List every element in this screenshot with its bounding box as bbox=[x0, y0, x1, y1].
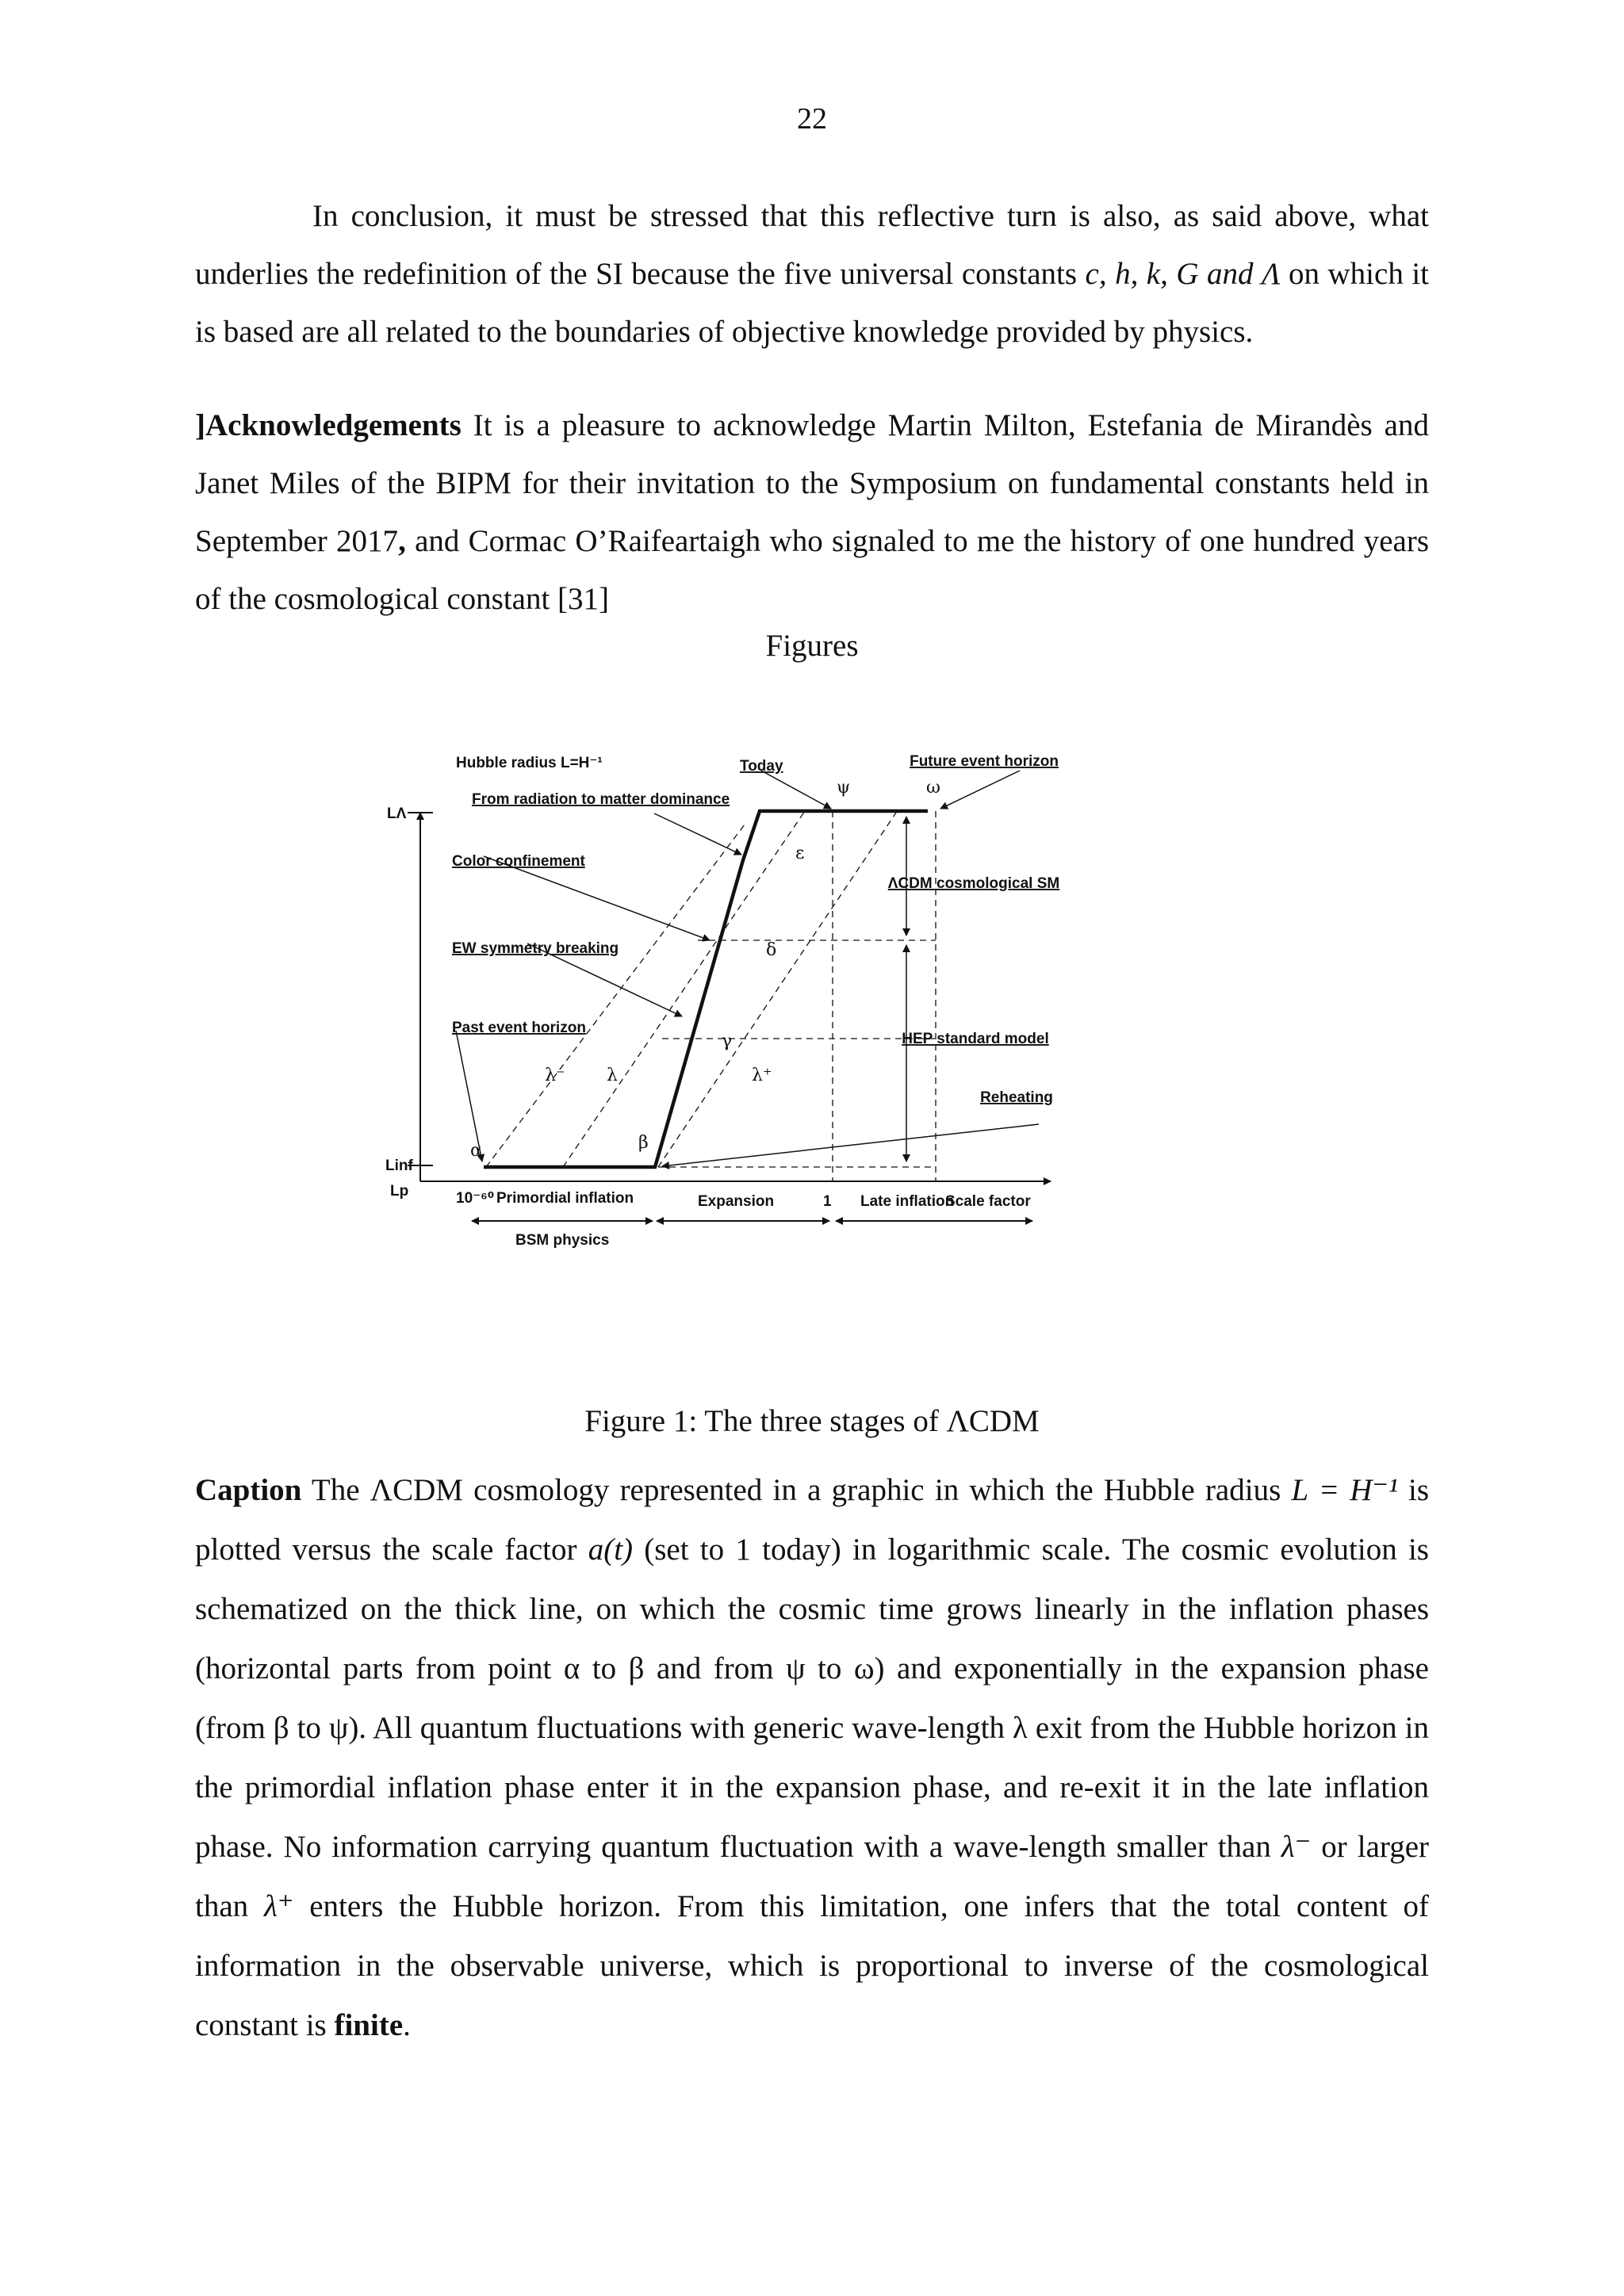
caption-finite: finite bbox=[334, 2008, 404, 2042]
label-epsilon: ε bbox=[795, 844, 805, 863]
acknowledgements-text-b: and Cormac O’Raifeartaigh who signaled to me the history of one hundred years of the cosmological constant [31] bbox=[195, 524, 1429, 616]
conclusion-text-b: on which it is based are all related to the boundaries of objective knowledge provided by physics. bbox=[195, 257, 1429, 349]
label-lambda-minus: λ⁻ bbox=[545, 1066, 565, 1085]
caption-lambda-plus: λ⁺ bbox=[263, 1889, 294, 1923]
figure-caption-title: Figure 1: The three stages of ΛCDM bbox=[584, 1404, 1040, 1438]
caption-label: Caption bbox=[195, 1473, 302, 1507]
arrow-radiation-matter bbox=[654, 813, 741, 855]
label-one: 1 bbox=[823, 1193, 832, 1210]
label-lambda: λ bbox=[607, 1066, 618, 1085]
label-l-lambda: LΛ bbox=[387, 806, 407, 822]
label-l-inf: Linf bbox=[385, 1158, 413, 1174]
label-ew-breaking: EW symmetry breaking bbox=[452, 940, 619, 957]
label-past-horizon: Past event horizon bbox=[452, 1020, 586, 1036]
label-psi: ψ bbox=[837, 778, 851, 798]
acknowledgements-heading: ]Acknowledgements bbox=[195, 408, 462, 442]
lcdm-diagram-svg bbox=[349, 737, 1261, 1292]
caption-text-f: . bbox=[403, 2008, 411, 2042]
caption-text-e: enters the Hubble horizon. From this limitation, one infers that the total content of information in the observable universe, which is proportional to inverse of the cosmological constant is bbox=[195, 1889, 1429, 2042]
label-radiation-matter: From radiation to matter dominance bbox=[472, 791, 730, 808]
formula-hubble-radius: L = H⁻¹ bbox=[1291, 1473, 1398, 1507]
label-alpha: α bbox=[470, 1141, 482, 1161]
label-expansion: Expansion bbox=[698, 1193, 775, 1210]
label-reheating: Reheating bbox=[980, 1089, 1053, 1106]
caption-text-c: (set to 1 today) in logarithmic scale. The cosmic evolution is schematized on the thick line, on which the cosmic time grows linearly in the inflation phases (horizontal parts from point α to β and from ψ to ω) and exponentially in the expansion phase (from β to ψ). All quantum fluctuations with generic wave-length λ exit from the Hubble horizon in the primordial inflation phase enter it in the expansion phase, and re-exit it in the late inflation phase. No information carrying quantum fluctuation with a wave-length smaller than bbox=[195, 1533, 1429, 1864]
dashed-lambda bbox=[563, 811, 805, 1167]
label-late-inflation: Late inflation bbox=[860, 1193, 955, 1210]
dashed-lambda-plus bbox=[658, 813, 896, 1167]
acknowledgements-comma: , bbox=[398, 524, 406, 558]
label-lcdm-sm: ΛCDM cosmological SM bbox=[887, 875, 1060, 892]
label-beta: β bbox=[638, 1133, 649, 1153]
figures-heading: Figures bbox=[765, 629, 859, 663]
arrow-future-horizon bbox=[940, 771, 1020, 809]
label-hubble-radius: Hubble radius L=H⁻¹ bbox=[456, 755, 603, 771]
conclusion-paragraph bbox=[195, 187, 1429, 361]
caption-text-b: is plotted versus the scale factor bbox=[195, 1473, 1429, 1567]
label-scale-factor: Scale factor bbox=[945, 1193, 1031, 1210]
label-color-confinement: Color confinement bbox=[452, 853, 585, 870]
arrow-reheating bbox=[662, 1124, 1039, 1166]
label-x-start: 10⁻⁶⁰ bbox=[456, 1190, 495, 1207]
caption-text-a: The ΛCDM cosmology represented in a graphic in which the Hubble radius bbox=[301, 1473, 1292, 1507]
caption-paragraph bbox=[195, 1460, 1429, 2055]
lcdm-diagram bbox=[349, 737, 1261, 1292]
label-delta: δ bbox=[766, 940, 777, 960]
label-today: Today bbox=[740, 758, 783, 775]
arrow-today bbox=[761, 771, 831, 809]
label-primordial: Primordial inflation bbox=[496, 1190, 634, 1207]
acknowledgements-paragraph bbox=[195, 396, 1429, 628]
caption-text-d: or larger than bbox=[195, 1830, 1429, 1923]
label-omega: ω bbox=[926, 778, 940, 798]
label-lambda-plus: λ⁺ bbox=[752, 1066, 772, 1085]
label-hep-sm: HEP standard model bbox=[902, 1031, 1049, 1047]
constants-list: c, h, k, G and Λ bbox=[1085, 257, 1281, 291]
label-future-horizon: Future event horizon bbox=[910, 753, 1059, 770]
caption-lambda-minus: λ⁻ bbox=[1281, 1830, 1312, 1864]
page-number: 22 bbox=[797, 102, 827, 136]
conclusion-text-a: In conclusion, it must be stressed that this reflective turn is also, as said above, what underlies the redefinition of the SI because the five universal constants bbox=[195, 199, 1429, 291]
acknowledgements-text: It is a pleasure to acknowledge Martin Milton, Estefania de Mirandès and Janet Miles of the BIPM for their invitation to the Symposium on fundamental constants held in September 2017 bbox=[195, 408, 1429, 558]
label-bsm: BSM physics bbox=[515, 1232, 610, 1249]
label-gamma: γ bbox=[722, 1031, 733, 1051]
label-l-p: Lp bbox=[390, 1183, 409, 1200]
formula-scale-factor: a(t) bbox=[588, 1533, 634, 1567]
